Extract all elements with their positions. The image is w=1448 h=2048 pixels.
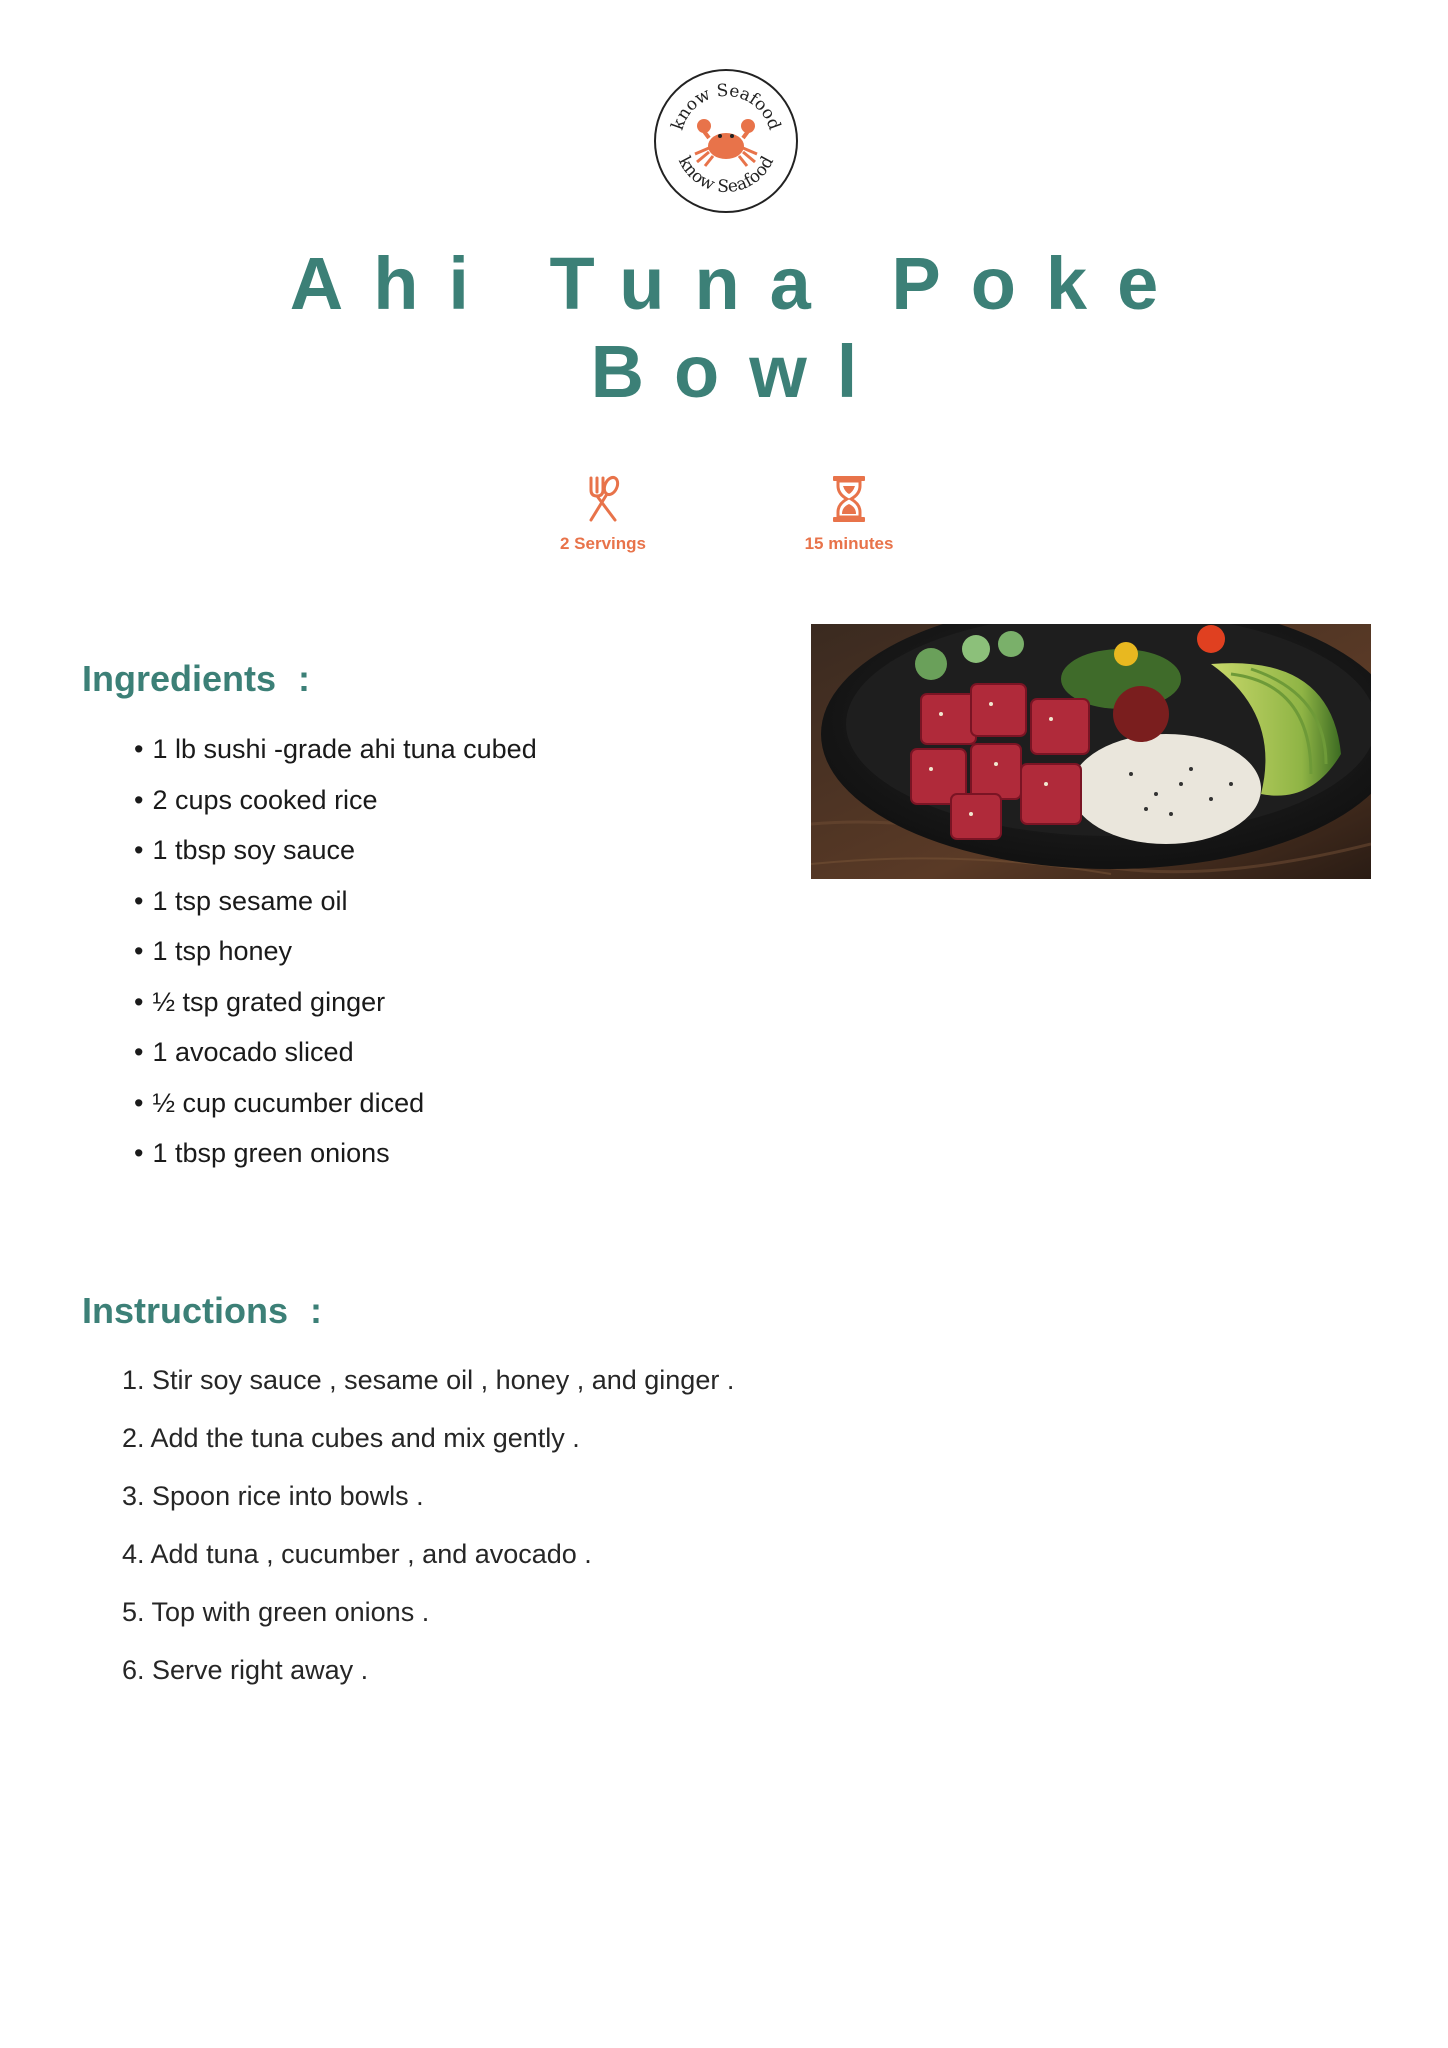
ingredients-heading (82, 658, 310, 700)
servings-label: 2 Servings (560, 534, 646, 553)
servings-info (503, 474, 703, 554)
fork-spoon-icon (583, 474, 623, 524)
ingredient-item: • 1 tbsp green onions (134, 1138, 390, 1168)
time-info (749, 474, 949, 554)
ingredient-item: • 1 avocado sliced (134, 1037, 354, 1067)
instruction-step: 1. Stir soy sauce , sesame oil , honey , and ginger . (122, 1365, 735, 1395)
time-label: 15 minutes (804, 534, 894, 553)
instructions-list (122, 1358, 734, 1706)
ingredients-heading-text: Ingredients (82, 658, 277, 699)
instructions-heading-colon: : (310, 1290, 323, 1331)
instruction-step: 4. Add tuna , cucumber , and avocado . (122, 1539, 592, 1569)
hourglass-icon (829, 474, 869, 524)
ingredient-item: • 1 tsp honey (134, 936, 293, 966)
instruction-step: 2. Add the tuna cubes and mix gently . (122, 1423, 580, 1453)
instruction-step: 3. Spoon rice into bowls . (122, 1481, 424, 1511)
recipe-title (0, 240, 1448, 416)
ingredients-list (134, 728, 537, 1183)
title-line-2: Bowl (590, 330, 888, 413)
ingredient-item: • 1 tbsp soy sauce (134, 835, 356, 865)
instruction-step: 5. Top with green onions . (122, 1597, 430, 1627)
ingredient-item: • 1 lb sushi -grade ahi tuna cubed (134, 734, 537, 764)
ingredients-heading-colon: : (298, 658, 311, 699)
ingredient-item: • 2 cups cooked rice (134, 784, 378, 815)
poke-bowl-photo (811, 624, 1371, 879)
know-seafood-logo (651, 66, 801, 216)
title-line-1: Ahi Tuna Poke (289, 242, 1189, 325)
instruction-step: 6. Serve right away . (122, 1655, 369, 1685)
svg-text:know Seafood: know Seafood (674, 153, 779, 198)
ingredient-item: • ½ cup cucumber diced (134, 1087, 425, 1118)
ingredient-item: • ½ tsp grated ginger (134, 986, 386, 1017)
instructions-heading (82, 1290, 322, 1332)
ingredient-item: • 1 tsp sesame oil (134, 885, 348, 916)
svg-text:know Seafood: know Seafood (667, 80, 785, 133)
instructions-heading-text: Instructions (82, 1290, 289, 1331)
